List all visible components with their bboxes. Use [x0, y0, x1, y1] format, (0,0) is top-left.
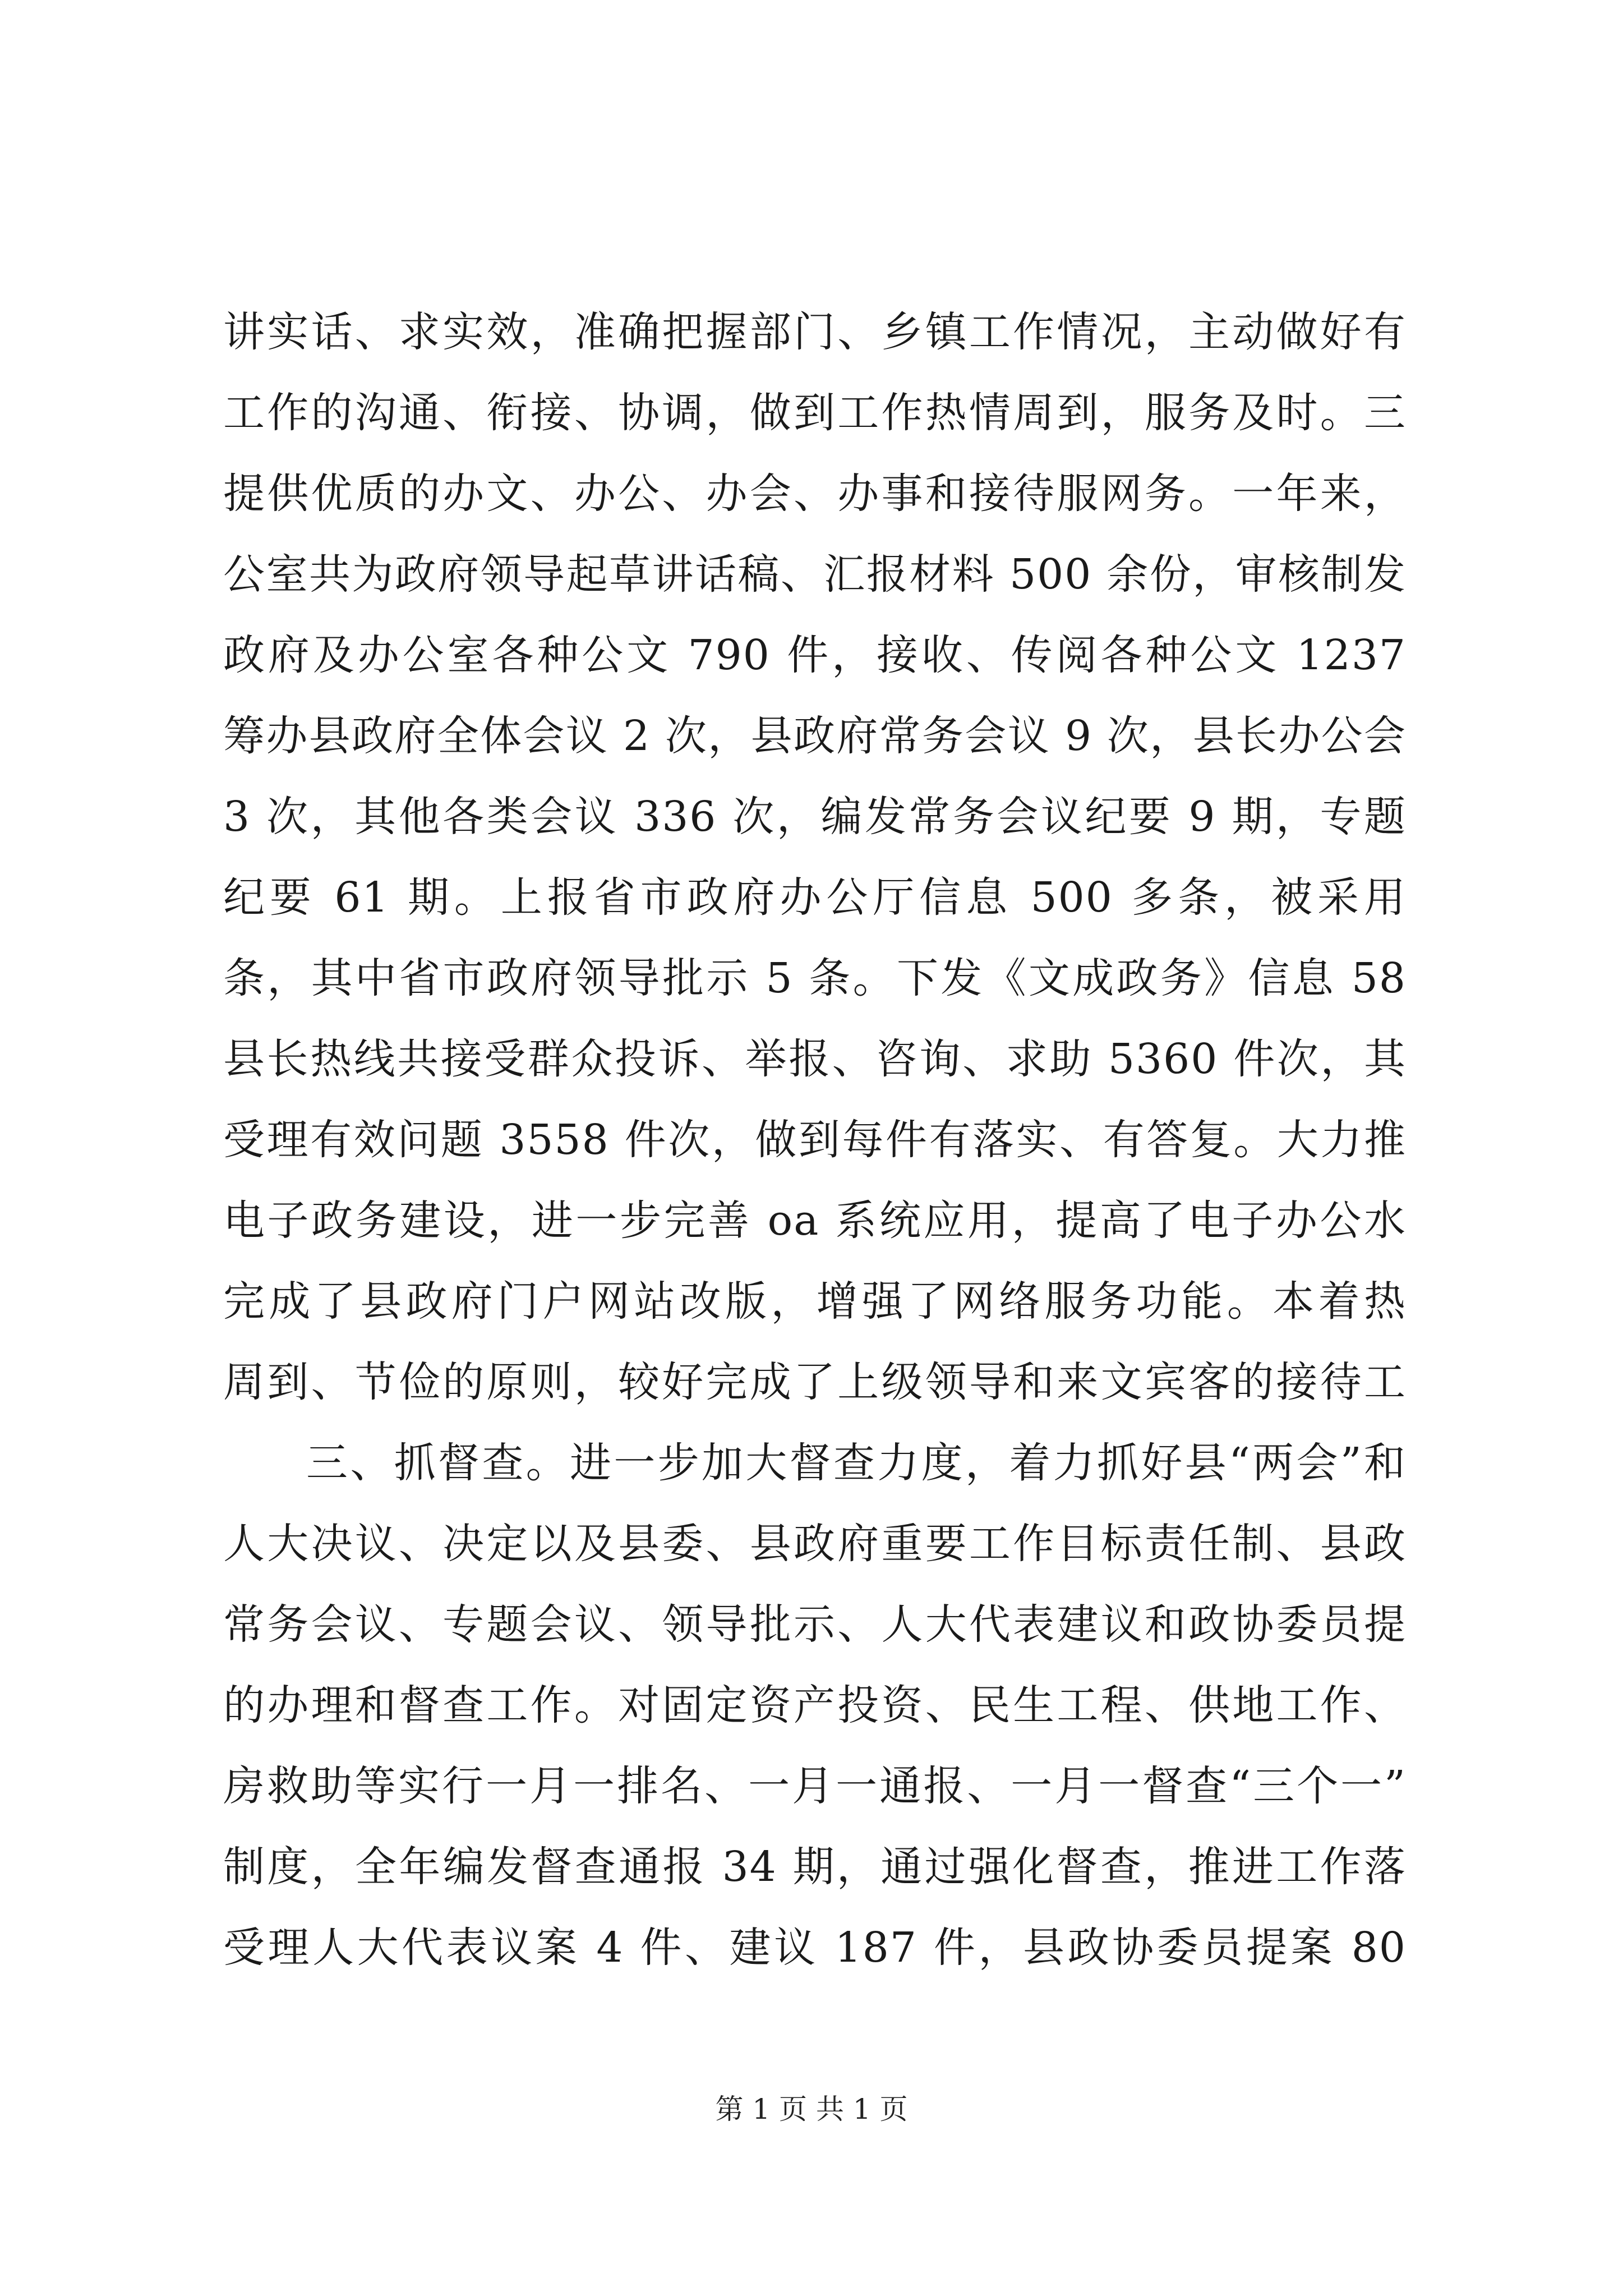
text-line: 制度，全年编发督查通报 34 期，通过强化督查，推进工作落	[223, 1843, 1407, 1891]
document-body	[223, 292, 1407, 1988]
text-line: 筹办县政府全体会议 2 次，县政府常务会议 9 次，县长办公会	[223, 712, 1407, 760]
page-footer: 第 1 页 共 1 页	[715, 2093, 908, 2125]
text-line: 讲实话、求实效，准确把握部门、乡镇工作情况，主动做好有	[223, 308, 1407, 356]
text-line: 人大决议、决定以及县委、县政府重要工作目标责任制、县政	[223, 1520, 1407, 1568]
text-line: 公室共为政府领导起草讲话稿、汇报材料 500 余份，审核制发	[223, 550, 1407, 599]
text-line: 受理人大代表议案 4 件、建议 187 件，县政协委员提案 80	[223, 1924, 1407, 1972]
text-line: 房救助等实行一月一排名、一月一通报、一月一督查“三个一”	[223, 1762, 1407, 1810]
text-line: 常务会议、专题会议、领导批示、人大代表建议和政协委员提	[223, 1600, 1407, 1649]
text-line: 的办理和督查工作。对固定资产投资、民生工程、供地工作、	[223, 1681, 1407, 1729]
text-line: 工作的沟通、衔接、协调，做到工作热情周到，服务及时。三	[223, 389, 1407, 437]
text-line: 政府及办公室各种公文 790 件，接收、传阅各种公文 1237	[223, 631, 1407, 679]
text-line: 3 次，其他各类会议 336 次，编发常务会议纪要 9 期，专题	[223, 793, 1407, 841]
paragraph-start-line: 三、抓督查。进一步加大督查力度，着力抓好县“两会”和	[306, 1439, 1407, 1487]
text-line: 纪要 61 期。上报省市政府办公厅信息 500 多条，被采用	[223, 873, 1407, 922]
text-line: 条，其中省市政府领导批示 5 条。下发《文成政务》信息 58	[223, 954, 1407, 1002]
text-line: 电子政务建设，进一步完善 oa 系统应用，提高了电子办公水	[223, 1197, 1407, 1245]
text-line: 提供优质的办文、办公、办会、办事和接待服网务。一年来，	[223, 470, 1407, 518]
text-line: 县长热线共接受群众投诉、举报、咨询、求助 5360 件次，其	[223, 1035, 1407, 1083]
text-line: 受理有效问题 3558 件次，做到每件有落实、有答复。大力推	[223, 1116, 1407, 1164]
text-line: 周到、节俭的原则，较好完成了上级领导和来文宾客的接待工	[223, 1358, 1407, 1406]
text-line: 完成了县政府门户网站改版，增强了网络服务功能。本着热	[223, 1277, 1407, 1326]
